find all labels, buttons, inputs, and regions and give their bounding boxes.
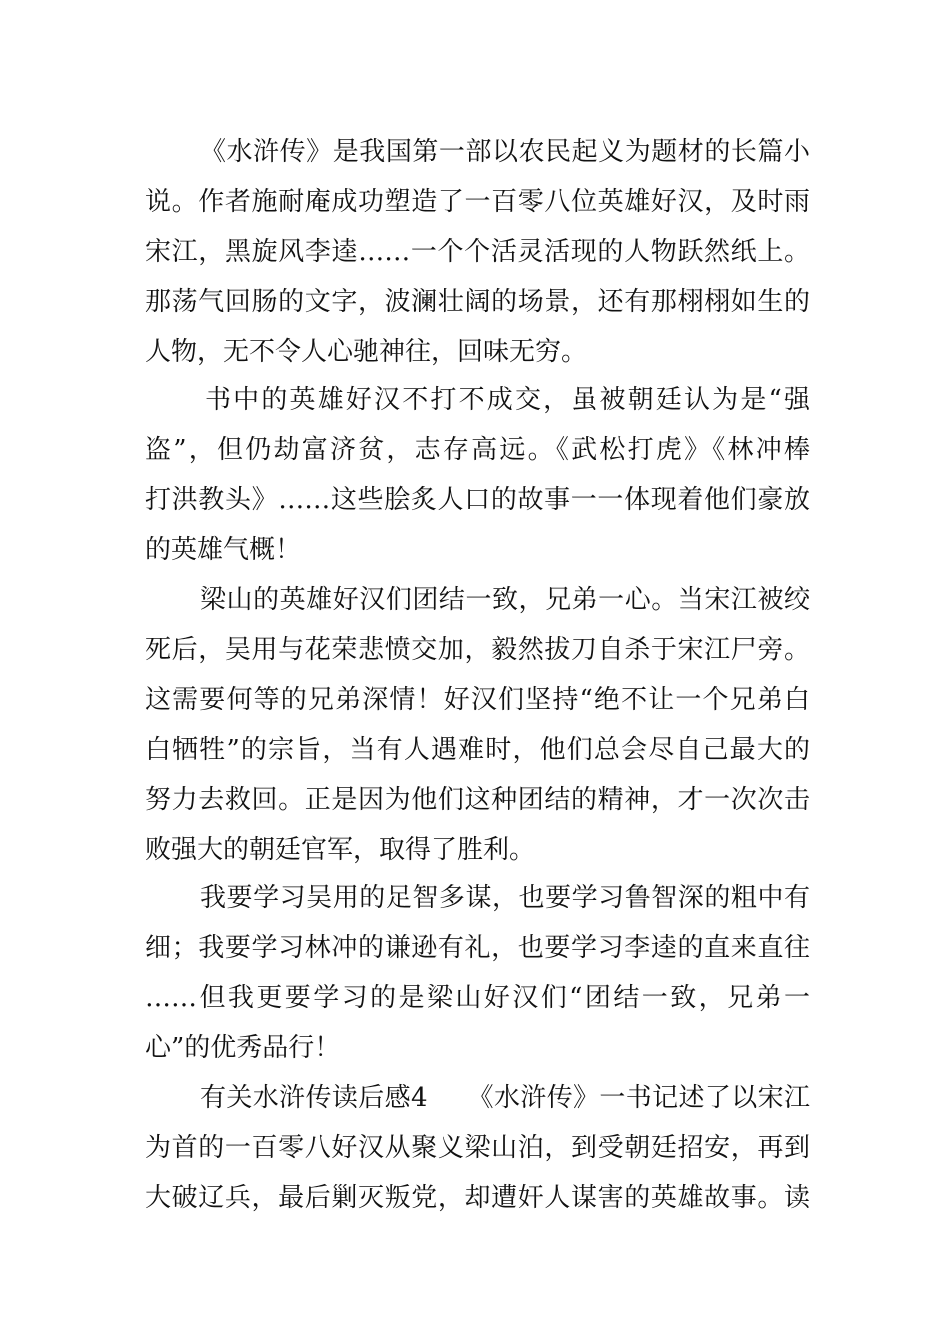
paragraph-1-line-4: 那荡气回肠的文字，波澜壮阔的场景，还有那栩栩如生的 [145,287,810,317]
paragraph-1-line-3: 宋江，黑旋风李逵……一个个活灵活现的人物跃然纸上。 [145,237,810,267]
paragraph-2-line-1: 书中的英雄好汉不打不成交，虽被朝廷认为是“强 [205,385,810,415]
paragraph-5-line-1: 有关水浒传读后感4 《水浒传》一书记述了以宋江 [200,1083,810,1113]
paragraph-2-line-3: 打洪教头》……这些脍炙人口的故事一一体现着他们豪放 [145,485,810,515]
paragraph-3-line-5: 努力去救回。正是因为他们这种团结的精神，才一次次击 [145,785,810,815]
paragraph-1-line-1: 《水浒传》是我国第一部以农民起义为题材的长篇小 [200,137,810,167]
paragraph-3-line-3: 这需要何等的兄弟深情！好汉们坚持“绝不让一个兄弟白 [145,685,810,715]
paragraph-2-line-4: 的英雄气概！ [145,535,302,565]
paragraph-5-line-3: 大破辽兵，最后剿灭叛党，却遭奸人谋害的英雄故事。读 [145,1183,810,1213]
paragraph-4-line-2: 细；我要学习林冲的谦逊有礼，也要学习李逵的直来直往 [145,933,810,963]
paragraph-3-line-6: 败强大的朝廷官军，取得了胜利。 [145,835,536,865]
paragraph-2-line-2: 盗”，但仍劫富济贫，志存高远。《武松打虎》《林冲棒 [145,435,810,465]
paragraph-1-line-2: 说。作者施耐庵成功塑造了一百零八位英雄好汉，及时雨 [145,187,810,217]
paragraph-4-line-3: ……但我更要学习的是梁山好汉们“团结一致，兄弟一 [145,983,810,1013]
paragraph-1-line-5: 人物，无不令人心驰神往，回味无穷。 [145,337,588,367]
paragraph-3-line-4: 白牺牲”的宗旨，当有人遇难时，他们总会尽自己最大的 [145,735,810,765]
paragraph-3-line-1: 梁山的英雄好汉们团结一致，兄弟一心。当宋江被绞 [200,585,810,615]
paragraph-3-line-2: 死后，吴用与花荣悲愤交加，毅然拔刀自杀于宋江尸旁。 [145,635,810,665]
paragraph-5-line-2: 为首的一百零八好汉从聚义梁山泊，到受朝廷招安，再到 [145,1133,810,1163]
paragraph-4-line-4: 心”的优秀品行！ [145,1033,341,1063]
paragraph-4-line-1: 我要学习吴用的足智多谋，也要学习鲁智深的粗中有 [200,883,810,913]
